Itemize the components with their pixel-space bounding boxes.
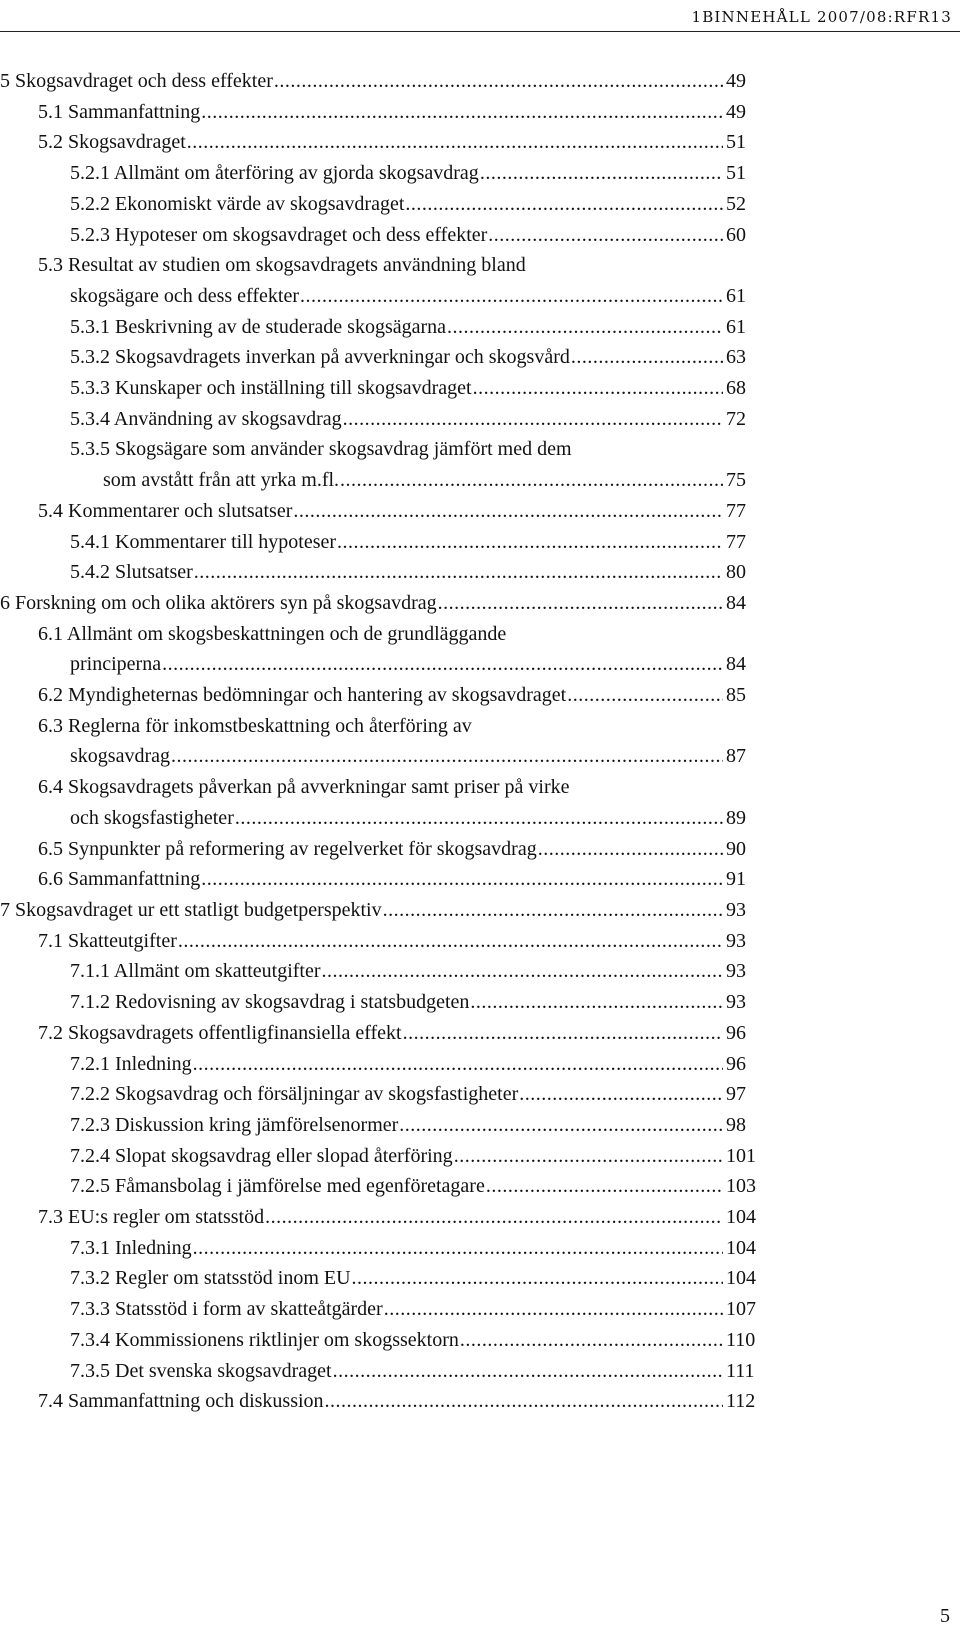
dot-leader <box>322 956 723 987</box>
dot-leader <box>162 649 723 680</box>
toc-entry[interactable] <box>0 1356 760 1387</box>
toc-entry[interactable] <box>0 1018 760 1049</box>
toc-page-number: 87 <box>726 745 746 768</box>
toc-entry-title: skogsägare och dess effekter <box>70 284 299 307</box>
toc-entry-title: 5.3.3 Kunskaper och inställning till skogsavdraget <box>70 377 472 400</box>
dot-leader <box>403 1018 723 1049</box>
toc-entry-title: 5.4 Kommentarer och slutsatser <box>38 499 293 522</box>
toc-entry-title: 7.2.1 Inledning <box>70 1052 192 1075</box>
toc-entry[interactable] <box>0 619 760 680</box>
toc-entry[interactable] <box>0 189 760 220</box>
dot-leader <box>567 680 723 711</box>
toc-page-number: 60 <box>726 223 746 246</box>
toc-entry[interactable] <box>0 1141 760 1172</box>
toc-entry-title: 5.2.1 Allmänt om återföring av gjorda skogsavdrag <box>70 162 479 185</box>
toc-entry-title: 6.4 Skogsavdragets påverkan på avverkningar samt priser på virke <box>38 776 570 799</box>
toc-entry[interactable] <box>0 864 760 895</box>
dot-leader <box>571 342 723 373</box>
toc-entry[interactable] <box>0 588 760 619</box>
toc-entry[interactable] <box>0 496 760 527</box>
dot-leader <box>325 1386 723 1417</box>
toc-page-number: 111 <box>726 1359 755 1382</box>
toc-page-number: 110 <box>726 1328 756 1351</box>
toc-page-number: 49 <box>726 100 746 123</box>
toc-page-number: 112 <box>726 1390 756 1413</box>
toc-entry-title: 7 Skogsavdraget ur ett statligt budgetperspektiv <box>0 898 382 921</box>
toc-entry-title: 5.1 Sammanfattning <box>38 100 201 123</box>
dot-leader <box>405 189 723 220</box>
toc-entry-title: skogsavdrag <box>70 745 170 768</box>
toc-entry-title: 7.1 Skatteutgifter <box>38 929 177 952</box>
header-rule <box>0 31 960 32</box>
dot-leader <box>460 1325 723 1356</box>
toc-entry-title: 7.3.2 Regler om statsstöd inom EU <box>70 1267 351 1290</box>
dot-leader <box>538 834 723 865</box>
toc-page-number: 84 <box>726 591 746 614</box>
toc-entry[interactable] <box>0 1079 760 1110</box>
dot-leader <box>473 373 723 404</box>
toc-entry-title: 7.2 Skogsavdragets offentligfinansiella effekt <box>38 1021 402 1044</box>
dot-leader <box>265 1202 723 1233</box>
toc-entry[interactable] <box>0 250 760 311</box>
toc-entry-title: 7.3.5 Det svenska skogsavdraget <box>70 1359 332 1382</box>
toc-entry-title: 7.3.1 Inledning <box>70 1236 192 1259</box>
toc-entry-title: 5.3.4 Användning av skogsavdrag <box>70 407 342 430</box>
toc-entry[interactable] <box>0 220 760 251</box>
dot-leader <box>438 588 723 619</box>
toc-page-number: 104 <box>726 1206 756 1229</box>
toc-page-number: 72 <box>726 407 746 430</box>
toc-page-number: 75 <box>726 469 746 492</box>
toc-entry[interactable] <box>0 342 760 373</box>
toc-page-number: 98 <box>726 1113 746 1136</box>
toc-entry-title: 5.2.2 Ekonomiskt värde av skogsavdraget <box>70 192 405 215</box>
toc-entry-title: 7.2.4 Slopat skogsavdrag eller slopad återföring <box>70 1144 453 1167</box>
toc-entry-title: och skogsfastigheter <box>70 806 234 829</box>
dot-leader <box>352 1263 723 1294</box>
toc-entry[interactable] <box>0 373 760 404</box>
table-of-contents <box>0 66 760 1417</box>
toc-page-number: 96 <box>726 1021 746 1044</box>
dot-leader <box>454 1141 723 1172</box>
toc-page-number: 77 <box>726 499 746 522</box>
toc-entry[interactable] <box>0 127 760 158</box>
toc-entry-title: 6.1 Allmänt om skogsbeskattningen och de grundläggande <box>38 622 507 645</box>
toc-entry[interactable] <box>0 956 760 987</box>
toc-entry[interactable] <box>0 557 760 588</box>
toc-entry[interactable] <box>0 895 760 926</box>
toc-entry-title: 7.3.3 Statsstöd i form av skatteåtgärder <box>70 1298 383 1321</box>
dot-leader <box>300 281 723 312</box>
toc-entry[interactable] <box>0 158 760 189</box>
dot-leader <box>480 158 723 189</box>
toc-page-number: 93 <box>726 960 746 983</box>
toc-page-number: 104 <box>726 1267 756 1290</box>
toc-entry[interactable] <box>0 1049 760 1080</box>
dot-leader <box>343 404 723 435</box>
toc-entry-title: 5.4.2 Slutsatser <box>70 561 193 584</box>
toc-entry-title: 6.6 Sammanfattning <box>38 868 201 891</box>
toc-entry[interactable] <box>0 1110 760 1141</box>
toc-entry-title: 5.2.3 Hypoteser om skogsavdraget och dess effekter <box>70 223 488 246</box>
toc-entry[interactable] <box>0 1294 760 1325</box>
dot-leader <box>337 527 723 558</box>
dot-leader <box>194 557 723 588</box>
toc-entry[interactable] <box>0 1263 760 1294</box>
toc-page-number: 101 <box>726 1144 756 1167</box>
toc-entry[interactable] <box>0 1202 760 1233</box>
toc-entry[interactable] <box>0 1233 760 1264</box>
toc-entry-title: 5.4.1 Kommentarer till hypoteser <box>70 530 337 553</box>
toc-entry-title: 6.5 Synpunkter på reformering av regelverket för skogsavdrag <box>38 837 537 860</box>
toc-entry-title: 6.2 Myndigheternas bedömningar och hantering av skogsavdraget <box>38 684 567 707</box>
dot-leader <box>399 1110 723 1141</box>
toc-page-number: 103 <box>726 1175 756 1198</box>
toc-entry[interactable] <box>0 434 760 495</box>
toc-page-number: 63 <box>726 346 746 369</box>
toc-entry-title: 7.4 Sammanfattning och diskussion <box>38 1390 324 1413</box>
toc-page-number: 85 <box>726 684 746 707</box>
toc-entry-title: 5.2 Skogsavdraget <box>38 131 186 154</box>
toc-page-number: 80 <box>726 561 746 584</box>
dot-leader <box>201 97 723 128</box>
toc-page-number: 104 <box>726 1236 756 1259</box>
toc-page-number: 89 <box>726 806 746 829</box>
toc-entry[interactable] <box>0 711 760 772</box>
dot-leader <box>274 66 723 97</box>
dot-leader <box>383 895 723 926</box>
dot-leader <box>488 220 723 251</box>
toc-entry-title: 7.2.3 Diskussion kring jämförelsenormer <box>70 1113 399 1136</box>
dot-leader <box>171 741 723 772</box>
toc-page-number: 90 <box>726 837 746 860</box>
toc-entry[interactable] <box>0 97 760 128</box>
toc-entry-title: 5.3.2 Skogsavdragets inverkan på avverkningar och skogsvård <box>70 346 570 369</box>
dot-leader <box>201 864 723 895</box>
toc-page-number: 84 <box>726 653 746 676</box>
toc-entry[interactable] <box>0 834 760 865</box>
toc-page-number: 61 <box>726 284 746 307</box>
toc-entry[interactable] <box>0 404 760 435</box>
toc-page-number: 49 <box>726 70 746 92</box>
toc-page-number: 77 <box>726 530 746 553</box>
toc-page-number: 51 <box>726 162 746 185</box>
dot-leader <box>293 496 723 527</box>
dot-leader <box>470 987 723 1018</box>
toc-entry-title: som avstått från att yrka m.fl. <box>103 469 340 492</box>
toc-page-number: 52 <box>726 192 746 215</box>
toc-page-number: 61 <box>726 315 746 338</box>
toc-page-number: 51 <box>726 131 746 154</box>
dot-leader <box>193 1233 723 1264</box>
dot-leader <box>486 1171 723 1202</box>
toc-page-number: 93 <box>726 991 746 1014</box>
toc-page-number: 97 <box>726 1083 746 1106</box>
toc-entry-title: 7.3 EU:s regler om statsstöd <box>38 1206 265 1229</box>
dot-leader <box>187 127 723 158</box>
toc-entry-title: 6.3 Reglerna för inkomstbeskattning och återföring av <box>38 714 472 737</box>
page-number: 5 <box>940 1605 950 1627</box>
toc-entry[interactable] <box>0 680 760 711</box>
toc-entry-title: principerna <box>70 653 162 676</box>
toc-entry-title: 5.3 Resultat av studien om skogsavdragets användning bland <box>38 254 526 277</box>
dot-leader <box>235 803 723 834</box>
toc-entry-title: 7.2.5 Fåmansbolag i jämförelse med egenföretagare <box>70 1175 485 1198</box>
toc-page-number: 96 <box>726 1052 746 1075</box>
running-header <box>0 0 960 28</box>
toc-entry-title: 7.2.2 Skogsavdrag och försäljningar av skogsfastigheter <box>70 1083 519 1106</box>
toc-entry-title: 5.3.1 Beskrivning av de studerade skogsägarna <box>70 315 447 338</box>
toc-page-number: 93 <box>726 929 746 952</box>
toc-entry[interactable] <box>0 1171 760 1202</box>
toc-page-number: 68 <box>726 377 746 400</box>
toc-entry-title: 7.1.2 Redovisning av skogsavdrag i statsbudgeten <box>70 991 470 1014</box>
toc-entry-title: 5.3.5 Skogsägare som använder skogsavdrag jämfört med dem <box>70 438 572 461</box>
toc-entry[interactable] <box>0 1386 760 1417</box>
toc-entry-title: 6 Forskning om och olika aktörers syn på skogsavdrag <box>0 591 437 614</box>
header-text: 1BINNEHÅLL 2007/08:RFR13 <box>691 8 952 26</box>
toc-page-number: 107 <box>726 1298 756 1321</box>
toc-page-number: 91 <box>726 868 746 891</box>
dot-leader <box>447 312 723 343</box>
dot-leader <box>193 1049 723 1080</box>
dot-leader <box>178 926 723 957</box>
toc-entry-title: 7.1.1 Allmänt om skatteutgifter <box>70 960 321 983</box>
toc-entry[interactable] <box>0 66 760 97</box>
dot-leader <box>384 1294 723 1325</box>
toc-entry[interactable] <box>0 1325 760 1356</box>
dot-leader <box>333 1356 723 1387</box>
toc-page-number: 93 <box>726 898 746 921</box>
dot-leader <box>340 465 723 496</box>
toc-entry-title: 7.3.4 Kommissionens riktlinjer om skogssektorn <box>70 1328 459 1351</box>
toc-entry-title: 5 Skogsavdraget och dess effekter <box>0 70 273 92</box>
dot-leader <box>519 1079 723 1110</box>
toc-entry[interactable] <box>0 987 760 1018</box>
toc-entry[interactable] <box>0 772 760 833</box>
toc-entry[interactable] <box>0 527 760 558</box>
toc-entry[interactable] <box>0 312 760 343</box>
toc-entry[interactable] <box>0 926 760 957</box>
